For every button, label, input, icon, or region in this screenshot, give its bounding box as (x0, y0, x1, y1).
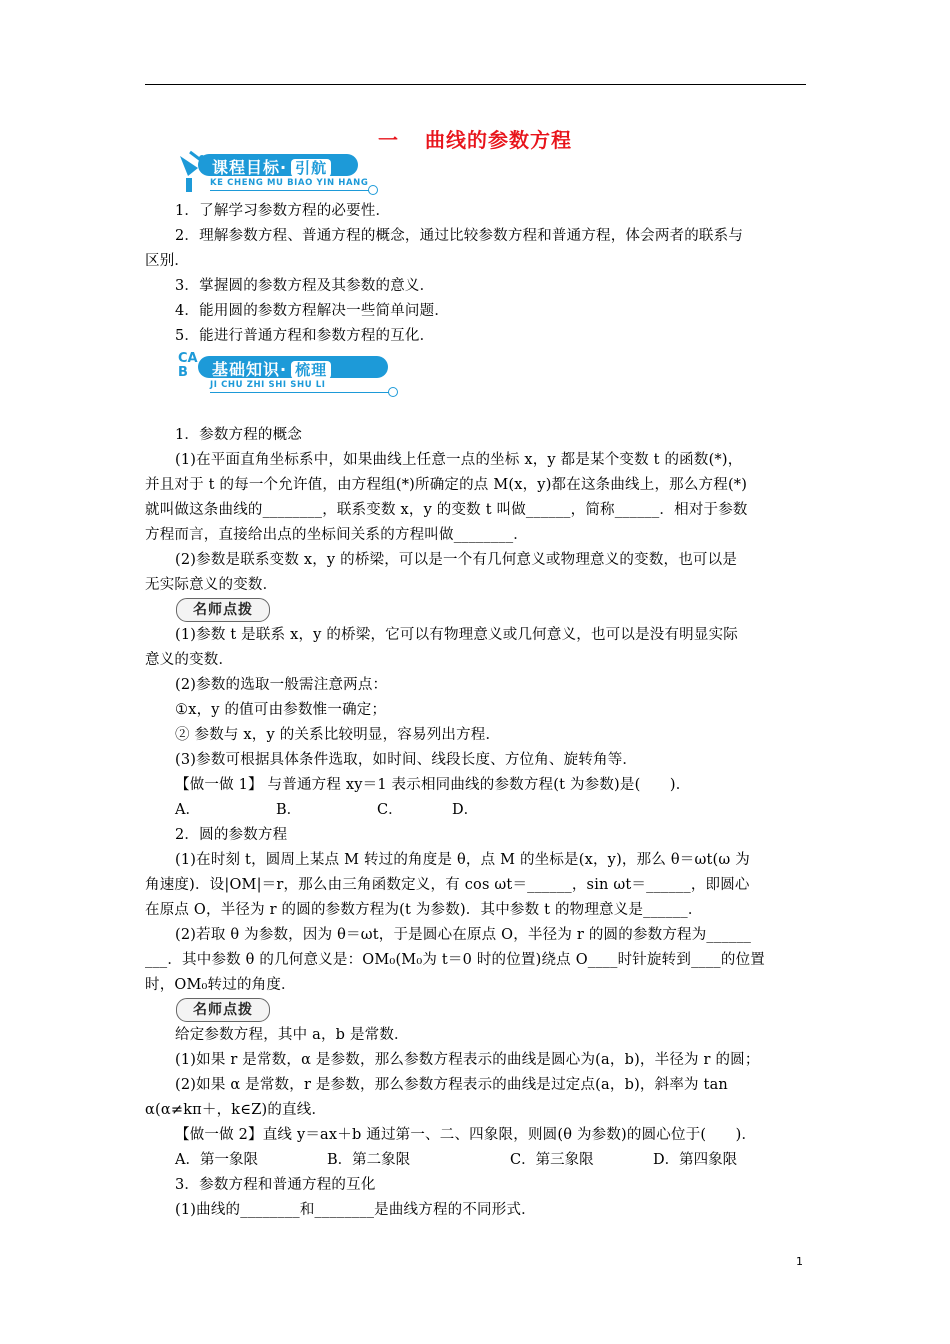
paragraph-line: (2)如果 α 是常数，r 是参数，那么参数方程表示的曲线是过定点(a，b)，斜率为 tan (175, 1077, 728, 1093)
section-heading: 1．参数方程的概念 (175, 427, 303, 443)
paragraph-line: (1)在时刻 t，圆周上某点 M 转过的角度是 θ，点 M 的坐标是(x，y)，那么 θ＝ωt(ω 为 (175, 852, 750, 868)
banner-basics-letters: CAB (178, 351, 198, 380)
paragraph-line: 在原点 O，半径为 r 的圆的参数方程为(t 为参数)．其中参数 t 的物理意义是______． (145, 902, 703, 918)
paragraph-line: (2)参数是联系变数 x，y 的桥梁，可以是一个有几何意义或物理意义的变数，也可以是 (175, 552, 738, 568)
paragraph-line: 给定参数方程，其中 a，b 是常数． (175, 1027, 409, 1043)
banner-goal-pinyin: KE CHENG MU BIAO YIN HANG (210, 178, 369, 188)
banner-basics (176, 352, 406, 398)
paragraph-line: α(α≠kπ＋，k∈Z)的直线． (145, 1102, 327, 1118)
list-item: 4．能用圆的参数方程解决一些简单问题． (175, 303, 450, 319)
exercise-2: 【做一做 2】直线 y＝ax＋b 通过第一、二、四象限，则圆(θ 为参数)的圆心位于( )． (175, 1127, 757, 1143)
paragraph-line: (2)参数的选取一般需注意两点： (175, 677, 388, 693)
list-item: 5．能进行普通方程和参数方程的互化． (175, 328, 435, 344)
tip-badge: 名师点拨 (176, 998, 270, 1022)
option-b: B．第二象限 (327, 1152, 411, 1168)
paragraph-line: (3)参数可根据具体条件选取，如时间、线段长度、方位角、旋转角等． (175, 752, 638, 768)
paragraph-line: (1)在平面直角坐标系中，如果曲线上任意一点的坐标 x，y 都是某个变数 t 的函数(*)， (175, 452, 743, 468)
banner-goal-title: 课程目标· (212, 158, 288, 177)
page-title (0, 124, 950, 153)
banner-course-goals (176, 150, 376, 196)
tip-badge: 名师点拨 (176, 598, 270, 622)
list-item: 3．掌握圆的参数方程及其参数的意义． (175, 278, 435, 294)
paragraph-line: 意义的变数． (145, 652, 234, 668)
banner-basics-title: 基础知识· (212, 360, 288, 379)
page-number: 1 (796, 1255, 803, 1268)
header-rule (145, 84, 806, 85)
option-c: C．第三象限 (510, 1152, 594, 1168)
paragraph-line: ①x，y 的值可由参数惟一确定； (175, 702, 387, 718)
paragraph-line: (1)如果 r 是常数，α 是参数，那么参数方程表示的曲线是圆心为(a，b)，半径为 r 的圆； (175, 1052, 760, 1068)
paragraph-line: 方程而言，直接给出点的坐标间关系的方程叫做________． (145, 527, 528, 543)
list-item: 2．理解参数方程、普通方程的概念，通过比较参数方程和普通方程，体会两者的联系与 (175, 228, 744, 244)
exercise-1: 【做一做 1】 与普通方程 xy＝1 表示相同曲线的参数方程(t 为参数)是( )． (175, 777, 691, 793)
title-text: 曲线的参数方程 (425, 128, 572, 152)
banner-basics-pinyin: JI CHU ZHI SHI SHU LI (210, 380, 326, 390)
list-item: 1．了解学习参数方程的必要性． (175, 203, 391, 219)
option-c: C． (377, 802, 403, 818)
option-a: A． (175, 802, 200, 818)
paragraph-line: ② 参数与 x，y 的关系比较明显，容易列出方程． (175, 727, 501, 743)
paragraph-line: ___．其中参数 θ 的几何意义是：OM₀(M₀为 t＝0 时的位置)绕点 O____时针旋转到____的位置 (145, 952, 765, 968)
paragraph-line: (1)参数 t 是联系 x，y 的桥梁，它可以有物理意义或几何意义，也可以是没有明显实际 (175, 627, 738, 643)
paragraph-line: (2)若取 θ 为参数，因为 θ＝ωt，于是圆心在原点 O，半径为 r 的圆的参数方程为______ (175, 927, 752, 943)
list-item: 区别． (145, 253, 190, 269)
option-a: A．第一象限 (175, 1152, 258, 1168)
section-heading: 3．参数方程和普通方程的互化 (175, 1177, 376, 1193)
paragraph-line: 角速度)．设|OM|＝r，那么由三角函数定义，有 cos ωt＝______，sin ωt＝______，即圆心 (145, 877, 750, 893)
title-number: 一 (378, 128, 399, 152)
section-heading: 2．圆的参数方程 (175, 827, 288, 843)
option-d: D．第四象限 (653, 1152, 738, 1168)
paragraph-line: 并且对于 t 的每一个允许值，由方程组(*)所确定的点 M(x，y)都在这条曲线上，那么方程(*) (145, 477, 748, 493)
paragraph-line: 时，OM₀转过的角度． (145, 977, 296, 993)
option-d: D． (452, 802, 479, 818)
paragraph-line: 就叫做这条曲线的________，联系变数 x，y 的变数 t 叫做______，简称______．相对于参数 (145, 502, 748, 518)
paragraph-line: 无实际意义的变数． (145, 577, 278, 593)
paragraph-line: (1)曲线的________和________是曲线方程的不同形式． (175, 1202, 536, 1218)
option-b: B． (276, 802, 302, 818)
banner-goal-tag: 引航 (291, 159, 331, 177)
banner-basics-tag: 梳理 (291, 361, 331, 379)
